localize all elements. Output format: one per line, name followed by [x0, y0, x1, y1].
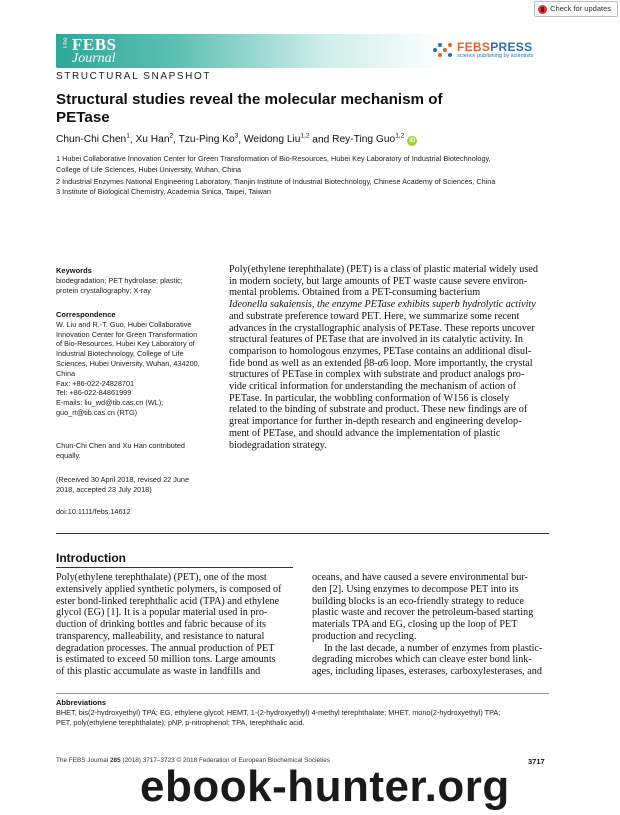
- correspondence-heading: Correspondence: [56, 310, 116, 319]
- author-list: Chun-Chi Chen$^1$, Xu Han$^2$, Tzu-Ping Ko$^3$, Weidong Liu$^{1,2}$ and Rey-Ting Guo$^{1,2}$iD: [56, 133, 416, 146]
- email-link[interactable]: guo_rt@tib.cas.cn (RTG): [56, 407, 138, 417]
- check-updates-label: Check for updates: [550, 4, 611, 13]
- febs-press-dots-icon: [433, 41, 453, 59]
- journal-logo-journal: Journal: [72, 51, 116, 66]
- email-link[interactable]: E-mails: liu_wd@tib.cas.cn (WL);: [56, 398, 164, 408]
- author-name: Tzu-Ping Ko$^3$: [178, 133, 239, 146]
- correspondence-block: Correspondence W. Liu and R.-T. Guo, Hubei Collaborative Innovation Center for Green Transformation of Bio-Resources, Hubei Key Laboratory of Industrial Biotechnology, College of Life Sciences, Hubei University, Wuhan, 434200, China Fax: +86-022-24828701 Tel: +86-022-84861999 E-mails: liu_wd@tib.cas.cn (WL); guo_rt@tib.cas.cn (RTG): [56, 310, 206, 418]
- abbreviations-list: BHET, bis(2-hydroxyethyl) TPA; EG, ethylene glycol; HEMT, 1-(2-hydroxyethyl) 4-methyl terephthalate; MHET, mono(2-hydroxyethyl) TPA; PET, poly(ethylene terephthalate); pNP, p-nitrophenol; TPA, terephthalic acid.: [56, 708, 501, 728]
- page-footer: The FEBS Journal 285 (2018) 3717–3723 © 2018 Federation of European Biochemical Societies: [56, 757, 331, 764]
- intro-heading-rule: [56, 567, 293, 568]
- abstract: Poly(ethylene terephthalate) (PET) is a class of plastic material widely used in modern society, but large amounts of PET waste cause severe environ- mental problems. Obtained from a PET-consuming bacterium Ideonella sakaiensis, the enzyme PETase exhibits superb hydrolytic activity and substrate preference toward PET. Here, we summarize some recent advances in the crystallographic analysis of PETase. These reports uncover structural features of PETase that are involved in its catalytic activity. In comparison to homologous enzymes, PETase contains an additional disul- fide bond as well as an extended β8-α6 loop. More importantly, the crystal structures of PETase in complex with substrate and product analogs pro- vide critical information for understanding the mechanism of action of PETase. In particular, the wobbling conformation of W156 is closely related to the binding of substrate and product. These new findings are of great importance for further in-depth research and engineering develop- ment of PETase, and should advance the implementation of plastic biodegradation strategy.: [229, 264, 538, 451]
- affiliation-3: 3 Institute of Biological Chemistry, Academia Sinica, Taipei, Taiwan: [56, 187, 271, 196]
- febs-press-name: FEBSPRESS: [457, 40, 533, 54]
- section-label: STRUCTURAL SNAPSHOT: [56, 71, 212, 82]
- febs-press-tagline: science publishing by scientists: [457, 53, 534, 59]
- intro-column-right: oceans, and have caused a severe environmental bur- den [2]. Using enzymes to decompose PET into its building blocks is an eco-friendly strategy to reduce plastic waste and recover the petroleum-based starting materials TPA and EG, closing up the loop of PET production and recycling. In the last decade, a number of enzymes from plastic- degrading microbes which can cleave ester bond link- ages, including lipases, esterases, carboxylesterases, and: [312, 572, 543, 677]
- author-name: Rey-Ting Guo$^{1,2}$: [332, 133, 405, 146]
- received-dates: (Received 30 April 2018, revised 22 June 2018, accepted 23 July 2018): [56, 475, 190, 494]
- abbreviations-heading: Abbreviations: [56, 698, 107, 707]
- article-title: Structural studies reveal the molecular mechanism of PETase: [56, 91, 443, 126]
- keywords-heading: Keywords: [56, 266, 92, 275]
- keywords-block: Keywords biodegradation; PET hydrolase; plastic; protein crystallography; X-ray: [56, 266, 206, 295]
- check-updates-icon: [538, 5, 547, 14]
- watermark-text: ebook-hunter.org: [140, 762, 510, 811]
- section-divider: [56, 533, 549, 534]
- doi-link[interactable]: doi:10.1111/febs.14612: [56, 507, 131, 516]
- check-for-updates-button[interactable]: [534, 1, 618, 17]
- intro-column-left: Poly(ethylene terephthalate) (PET), one of the most extensively applied synthetic polymers, is composed of ester bond-linked terephthalic acid (TPA) and ethylene glycol (EG) [1]. It is a popular material used in pro- duction of drinking bottles and fabric because of its transparency, malleability, and resistance to natural degradation processes. The annual production of PET is estimated to exceed 50 million tons. Large amounts of this plastic accumulate as waste in landfills and: [56, 572, 282, 677]
- equal-contribution-note: Chun-Chi Chen and Xu Han contributed equally.: [56, 441, 185, 460]
- page-number: 3717: [528, 757, 545, 766]
- introduction-heading: Introduction: [56, 551, 126, 565]
- author-name: Chun-Chi Chen$^1$: [56, 133, 130, 146]
- febs-press-logo: [433, 40, 533, 59]
- abbreviations-divider: [56, 693, 549, 694]
- journal-logo-febs: FEBS: [72, 35, 117, 54]
- orcid-icon[interactable]: iD: [409, 138, 416, 145]
- author-name: Weidong Liu$^{1,2}$: [243, 133, 310, 146]
- journal-logo-the: The: [63, 37, 69, 49]
- affiliation-2: 2 Industrial Enzymes National Engineering Laboratory, Tianjin Institute of Industrial Biotechnology, Chinese Academy of Sciences, China: [56, 177, 496, 186]
- affiliation-1: 1 Hubei Collaborative Innovation Center for Green Transformation of Bio-Resources, Hubei Key Laboratory of Industrial Biotechnology, College of Life Sciences, Hubei University, Wuhan, China: [56, 154, 491, 174]
- author-name: Xu Han$^2$: [135, 133, 174, 146]
